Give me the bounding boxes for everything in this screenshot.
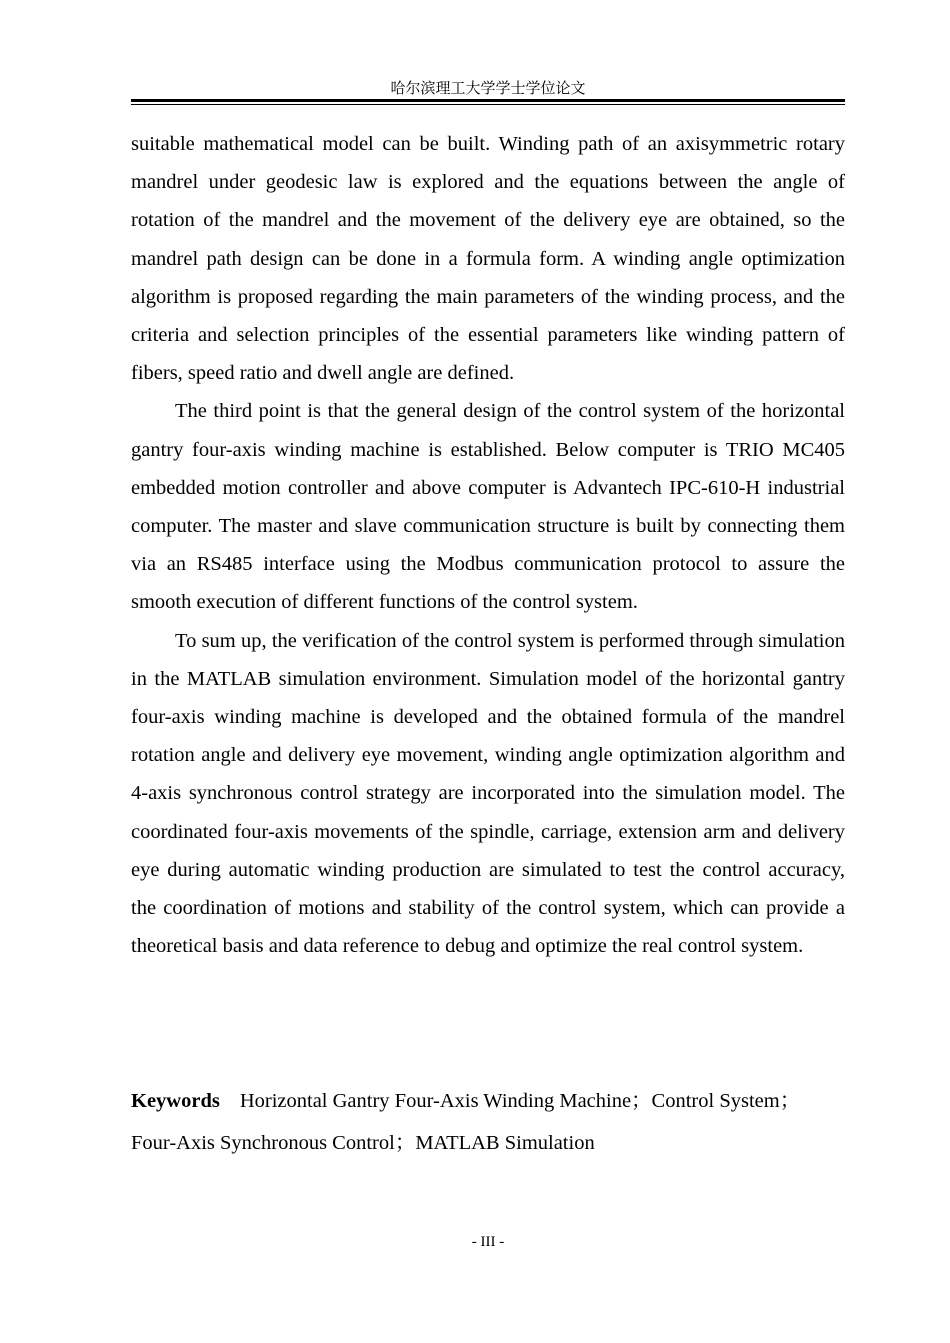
keywords-label: Keywords [131,1090,220,1112]
header-rule-thick [131,99,845,102]
paragraph-continuation: suitable mathematical model can be built. Winding path of an axisymmetric rotary mandrel under geodesic law is explored and the equations between the angle of rotation of the mandrel and the movement of the delivery eye are obtained, so the mandrel path design can be done in a formula form. A winding angle optimization algorithm is proposed regarding the main parameters of the winding process, and the criteria and selection principles of the essential parameters like winding pattern of fibers, speed ratio and dwell angle are defined. [131,133,845,385]
keywords-section [131,1080,845,1164]
running-header: 哈尔滨理工大学学士学位论文 [390,79,586,97]
keywords-text: Horizontal Gantry Four-Axis Winding Machine；Control System；Four-Axis Synchronous Control；MATLAB Simulation [131,1090,801,1154]
page-number: - III - [471,1234,505,1250]
paragraph-control-system-design: The third point is that the general design of the control system of the horizontal gantry four-axis winding machine is established. Below computer is TRIO MC405 embedded motion controller and above computer is Advantech IPC-610-H industrial computer. The master and slave communication structure is built by connecting them via an RS485 interface using the Modbus communication protocol to assure the smooth execution of different functions of the control system. [131,400,845,614]
abstract-body [131,125,845,965]
paragraph-simulation-summary: To sum up, the verification of the control system is performed through simulation in the MATLAB simulation environment. Simulation model of the horizontal gantry four-axis winding machine is developed and the obtained formula of the mandrel rotation angle and delivery eye movement, winding angle optimization algorithm and 4-axis synchronous control strategy are incorporated into the simulation model. The coordinated four-axis movements of the spindle, carriage, extension arm and delivery eye during automatic winding production are simulated to test the control accuracy, the coordination of motions and stability of the control system, which can provide a theoretical basis and data reference to debug and optimize the real control system. [131,629,845,958]
header-rule-thin [131,104,845,105]
